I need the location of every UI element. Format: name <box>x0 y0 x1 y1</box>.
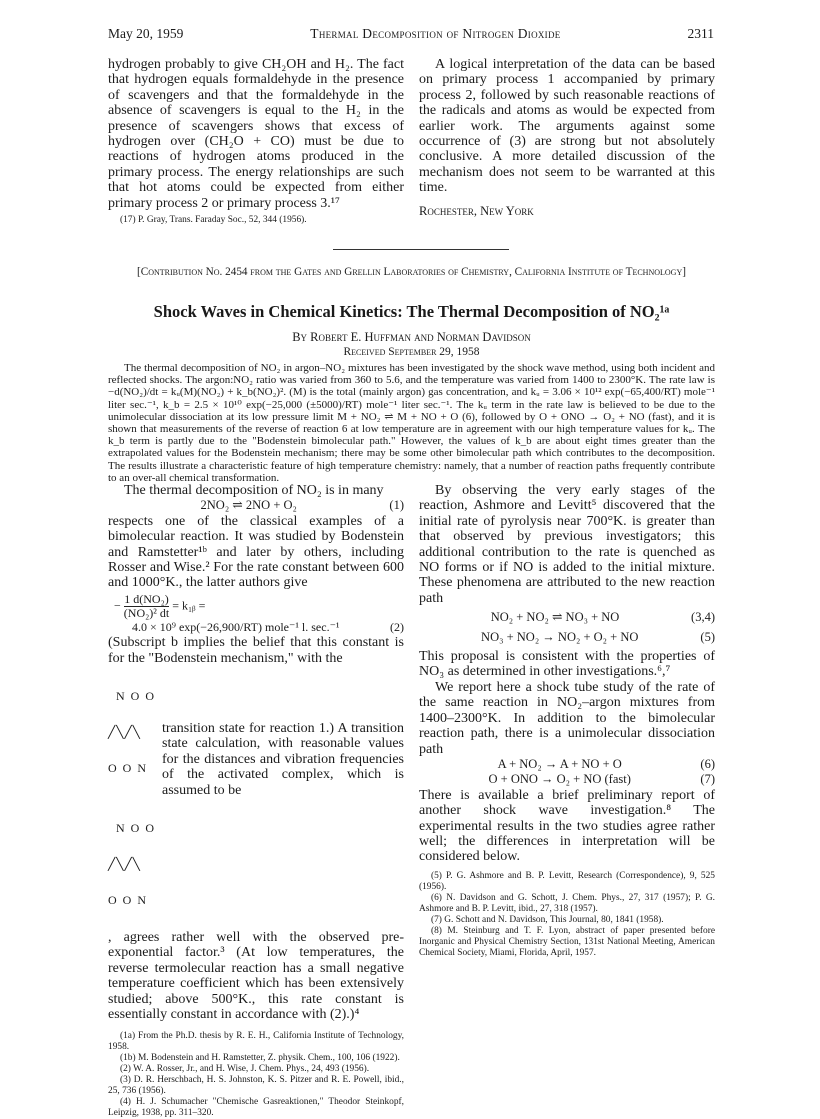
page-number: 2311 <box>687 26 714 41</box>
equation-2-line2: 4.0 × 10⁹ exp(−26,900/RT) mole⁻¹ l. sec.⁻¹ (2) <box>132 619 404 634</box>
location: Rochester, New York <box>419 203 534 218</box>
prev-left-footnote: (17) P. Gray, Trans. Faraday Soc., 52, 344 (1956). <box>120 215 307 226</box>
equation-1: 2NO₂ ⇌ 2NO + O₂ (1) <box>200 498 404 513</box>
left-p3a: (Subscript b implies the belief that this constant is for the "Bodenstein mechanism," with the <box>108 635 404 666</box>
transition-state-1: N O O ╱╲╱╲ O O N transition state for reaction 1.) A transition state calculation, with reasonable values for the distances and vibration frequencies of the activated complex, which is assumed to be <box>108 689 404 798</box>
header-title: Thermal Decomposition of Nitrogen Dioxide <box>310 26 561 41</box>
right-p4: There is available a brief preliminary report of another shock wave investigation.⁸ The experimental results in the two studies agree rather well; the differences in interpretation will be considered below. <box>419 787 715 865</box>
left-p3c: , agrees rather well with the observed pre-exponential factor.³ (At low temperatures, the reverse termolecular reaction has a small negative temperature coefficient which has been extensively studied; above 500°K., this rate constant is essentially constant in accordance with (2).)⁴ <box>108 930 404 1023</box>
abstract-text: The thermal decomposition of NO₂ in argon–NO₂ mixtures has been investigated by the shock wave method, using both incident and reflected shocks. The argon:NO₂ ratio was varied from 360 to 5.6, and the temperature was varied from 1400 to 2300°K. The rate law is −d(NO₂)/dt = kᵤ(M)(NO₂) + k_b(NO₂)². (M) is the total (mainly argon) gas concentration, and kᵤ = 3.06 × 10¹² exp(−65,400/RT) mole⁻¹ liter sec.⁻¹, k_b = 2.5 × 10¹⁰ exp(−25,000 (±5000)/RT) mole⁻¹ liter sec.⁻¹. The kᵤ term in the rate law is believed to be due to the unimolecular dissociation at its low pressure limit M + NO₂ ⇌ M + NO + O (6), followed by O + ONO → O₂ + NO (fast), and it is shown that measurements of the reverse of reaction 6 at low temperature are in agreement with our high temperature values for kᵤ. The k_b term is partly due to the "Bodenstein bimolecular path." However, the values of k_b are about eight times greater than the extrapolated values for the Bodenstein mechanism; there may be some other bimolecular path which contributes to the decomposition. The results illustrate a characteristic feature of high temperature chemistry: namely, that a number of reaction paths frequently contribute to an over-all chemical transformation. <box>108 362 715 484</box>
prev-article-right <box>419 57 715 219</box>
right-footnotes: (5) P. G. Ashmore and B. P. Levitt, Research (Correspondence), 9, 525 (1956). (6) N. Davidson and G. Schott, J. Chem. Phys., 27, 317 (1957); P. G. Ashmore and B. P. Levitt, ibid., 27, 318 (1957). (7) G. Schott and N. Davidson, This Journal, 80, 1841 (1958). (8) M. Steinburg and T. F. Lyon, abstract of paper presented before Inorganic and Physical Chemistry Section, 131st National Meeting, American Chemical Society, Miami, Florida, April, 1957. <box>419 870 715 958</box>
article-title: Shock Waves in Chemical Kinetics: The Thermal Decomposition of NO₂¹ᵃ <box>153 302 670 321</box>
equation-7: O + ONO → O₂ + NO (fast) (7) <box>488 772 715 787</box>
prev-left-text: hydrogen probably to give CH₂OH and H₂. The fact that hydrogen equals formaldehyde in the presence of scavengers and that the formaldehyde in the absence of scavengers is equal to the H₂ in the presence of scavengers shows that excess of hydrogen over (CH₂O + CO) must be due to reactions of hydrogen atoms produced in the primary process. The energy relationships are such that hot atoms could be expected from either primary process 2 or primary process 3.¹⁷ <box>108 57 404 211</box>
prev-article-left <box>108 57 404 226</box>
right-p1: By observing the very early stages of the reaction, Ashmore and Levitt⁵ discovered that the initial rate of pyrolysis near 700°K. is greater than that observed by previous investigators; this additional contribution to the rate is quenched as NO forms or if NO is added to the initial mixture. These phenomena are attributed to the new reaction path <box>419 483 715 606</box>
equation-5: NO₃ + NO₂ → NO₂ + O₂ + NO (5) <box>481 629 715 644</box>
left-p1: The thermal decomposition of NO₂ is in many <box>124 483 384 498</box>
section-divider <box>333 249 509 250</box>
main-right-column <box>419 483 715 959</box>
contribution-note: [Contribution No. 2454 from the Gates and Grellin Laboratories of Chemistry, California Institute of Technology] <box>137 266 686 278</box>
right-p3: We report here a shock tube study of the rate of the same reaction in NO₂–argon mixtures from 1400–2300°K. In addition to the bimolecular reaction path, there is a unimolecular dissociation path <box>419 679 715 757</box>
received-date: Received September 29, 1958 <box>343 346 480 358</box>
left-p2: respects one of the classical examples of a bimolecular reaction. It was studied by Bodenstein and Ramstetter¹ᵇ and later by others, including Rosser and Wise.² For the rate constant between 600 and 1000°K., the latter authors give <box>108 513 404 591</box>
transition-state-2: N O O ╱╲╱╲ O O N <box>108 821 154 908</box>
abstract <box>108 362 715 484</box>
left-footnotes: (1a) From the Ph.D. thesis by R. E. H., California Institute of Technology, 1958. (1b) M. Bodenstein and H. Ramstetter, Z. physik. Chem., 100, 106 (1922). (2) W. A. Rosser, Jr., and H. Wise, J. Chem. Phys., 24, 493 (1956). (3) D. R. Herschbach, H. S. Johnston, K. S. Pitzer and R. E. Powell, ibid., 25, 736 (1956). (4) H. J. Schumacher "Chemische Gasreaktionen," Theodor Steinkopf, Leipzig, 1938, pp. 311–320. <box>108 1030 404 1118</box>
byline: By Robert E. Huffman and Norman Davidson <box>292 330 531 344</box>
running-header <box>108 26 714 42</box>
equation-6: A + NO₂ → A + NO + O (6) <box>497 756 715 771</box>
equation-3-4: NO₂ + NO₂ ⇌ NO₃ + NO (3,4) <box>490 610 715 625</box>
equation-2: − $\frac{\text{1 d(NO₂)}}{\text{(NO₂)² dt}}$ = k₁ᵦ = <box>114 591 206 620</box>
prev-right-text: A logical interpretation of the data can be based on primary process 1 accompanied by primary process 2, followed by such reasonable reactions of the radicals and atoms as would be expected from earlier work. The arguments against some occurrence of (3) are strong but not absolutely conclusive. A more detailed discussion of the mechanism does not seem to be warranted at this time. <box>419 57 715 196</box>
header-date: May 20, 1959 <box>108 26 184 41</box>
main-left-column <box>108 483 404 1119</box>
right-p2: This proposal is consistent with the properties of NO₃ as determined in other investigations.⁶,⁷ <box>419 649 715 680</box>
